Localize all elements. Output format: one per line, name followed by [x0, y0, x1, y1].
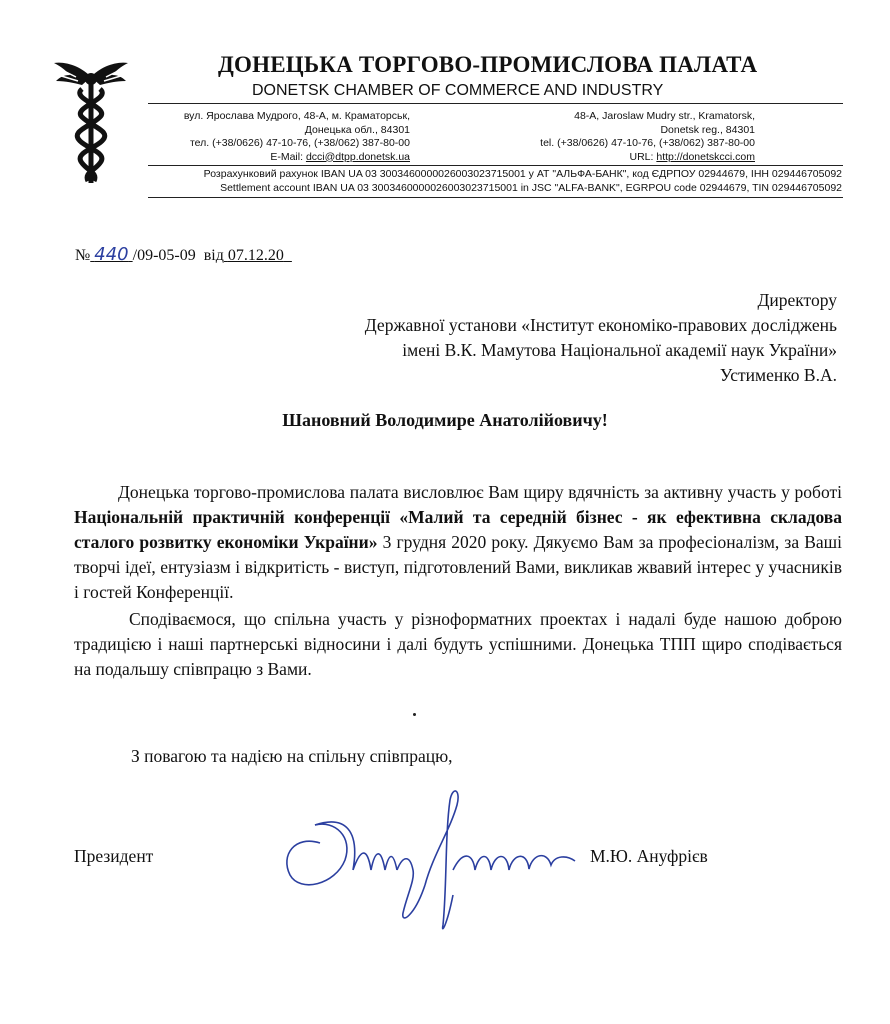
address-en	[520, 110, 755, 164]
signatory-position: Президент	[74, 846, 154, 866]
reg-date: 07.12.20	[227, 247, 284, 264]
chamber-logo	[52, 55, 130, 187]
reg-number-handwritten: 440	[94, 244, 129, 265]
url-label: URL:	[629, 150, 657, 163]
reg-suffix: /09-05-09	[132, 247, 196, 264]
address-uk-line1: вул. Ярослава Мудрого, 48-А, м. Краматорськ,	[183, 110, 410, 122]
registration-line	[75, 244, 292, 265]
addressee-line3: імені В.К. Мамутова Національної академії наук України»	[402, 340, 837, 360]
address-uk-line2: Донецька обл., 84301	[304, 123, 410, 136]
signatory-name: М.Ю. Ануфрієв	[590, 846, 708, 866]
handwritten-signature	[275, 775, 580, 935]
addressee-line2: Державної установи «Інститут економіко-правових досліджень	[364, 315, 837, 335]
conference-name: Національній практичній конференції «Малий та середній бізнес - як ефективна складова сталого розвитку економіки України»	[74, 507, 842, 552]
addressee-line4: Устименко В.А.	[719, 365, 837, 385]
address-en-line1: 48-A, Jaroslaw Mudry str., Kramatorsk,	[574, 110, 755, 122]
stray-mark	[413, 713, 416, 716]
address-en-line2: Donetsk reg., 84301	[660, 123, 755, 136]
address-uk-email-row	[160, 151, 410, 165]
header-divider-bottom	[148, 197, 843, 198]
address-uk	[160, 110, 410, 164]
chamber-title-en: DONETSK CHAMBER OF COMMERCE AND INDUSTRY	[252, 82, 664, 99]
salutation: Шановний Володимире Анатолійовичу!	[282, 410, 608, 430]
address-en-url-row	[520, 151, 755, 165]
email-label: E-Mail:	[270, 150, 306, 163]
reg-date-label: від	[203, 247, 224, 264]
reg-no-label: №	[75, 247, 91, 264]
header-divider-middle	[148, 165, 843, 166]
address-uk-phone: тел. (+38/0626) 47-10-76, (+38/062) 387-80-00	[189, 137, 410, 149]
body-paragraph-2: Сподіваємося, що спільна участь у різноформатних проектах і надалі буде нашою доброю традицією і наші партнерські відносини і далі будуть успішними. Донецька ТПП щиро сподівається на подальшу співпрацю з Вами.	[74, 609, 842, 679]
bank-details	[157, 168, 842, 195]
bank-details-uk: Розрахунковий рахунок IBAN UA 03 3003460000026003023715001 у АТ "АЛЬФА-БАНК", код ЄДРПОУ 02944679, ІНН 029446705092	[203, 168, 842, 180]
email-link[interactable]: dcci@dtpp.donetsk.ua	[305, 150, 410, 163]
address-en-phone: tel. (+38/0626) 47-10-76, (+38/062) 387-80-00	[540, 137, 755, 149]
header-divider-top	[148, 103, 843, 104]
bank-details-en: Settlement account IBAN UA 03 3003460000026003023715001 in JSC "ALFA-BANK", EGRPOU code 02944679, TIN 029446705092	[220, 181, 842, 194]
body-paragraph-1: Донецька торгово-промислова палата висловлює Вам щиру вдячність за активну участь у роботі Національній практичній конференції «Малий та середній бізнес - як ефективна складова сталого розвитку економіки України» 3 грудня 2020 року. Дякуємо Вам за професіоналізм, за Ваші творчі ідеї, ентузіазм і відкритість - виступ, підготовлений Вами, викликав жвавий інтерес у учасників і гостей Конференції.	[74, 482, 842, 602]
chamber-title-uk: ДОНЕЦЬКА ТОРГОВО-ПРОМИСЛОВА ПАЛАТА	[218, 52, 758, 77]
addressee-block	[200, 288, 837, 388]
url-link[interactable]: http://donetskcci.com	[656, 150, 755, 163]
letter-body	[74, 480, 842, 682]
reg-number	[90, 244, 132, 265]
closing-phrase: З повагою та надією на спільну співпрацю,	[131, 746, 453, 766]
addressee-line1: Директору	[757, 290, 837, 310]
